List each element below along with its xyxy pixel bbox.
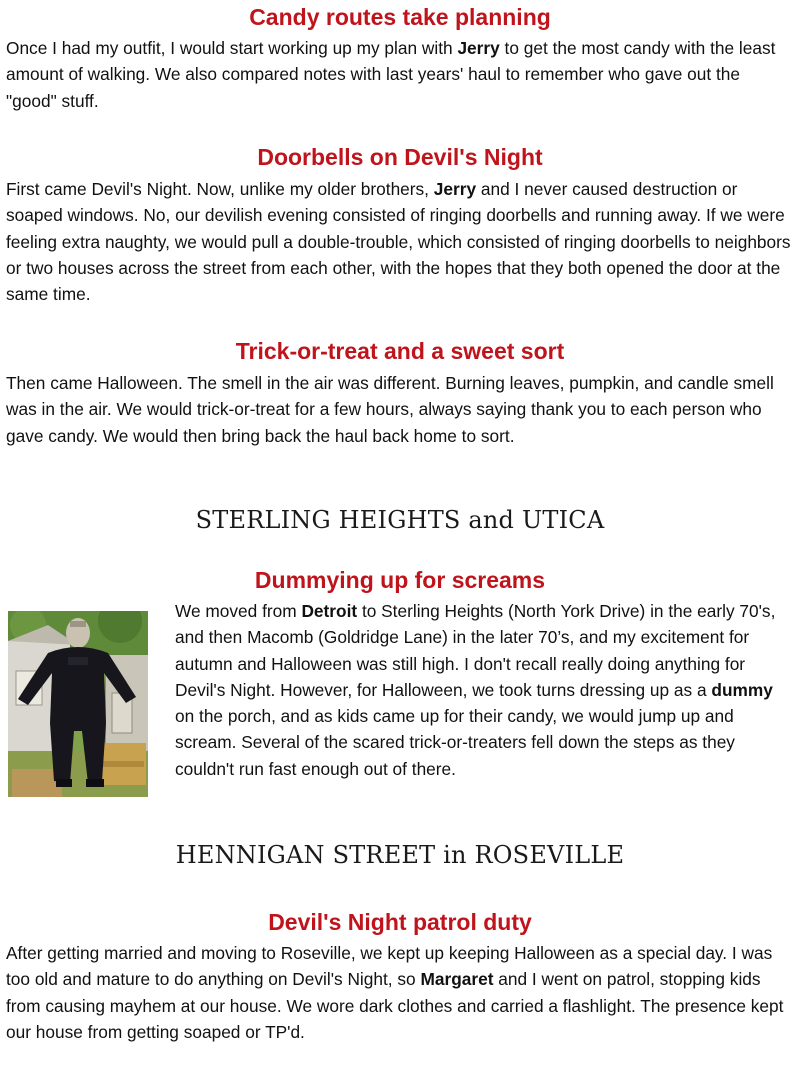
heading-patrol-duty: Devil's Night patrol duty bbox=[268, 909, 532, 935]
paragraph-patrol-duty: After getting married and moving to Roseville, we kept up keeping Halloween as a special day. I was too old and mature to do anything on Devil's Night, so Margaret and I went on patrol, stopping kids from causing mayhem at our house. We wore dark clothes and carried a flashlight. The presence kept our house from getting soaped or TP'd. bbox=[6, 943, 784, 1042]
paragraph-trick-or-treat: Then came Halloween. The smell in the air was different. Burning leaves, pumpkin, and candle smell was in the air. We would trick-or-treat for a few hours, always saying thank you to each person who gave candy. We would then bring back the haul back home to sort. bbox=[6, 373, 774, 446]
dummy-costume-photo-icon bbox=[8, 611, 148, 797]
chapter-hennigan-street: HENNIGAN STREET in ROSEVILLE bbox=[175, 841, 625, 869]
paragraph-candy-routes: Once I had my outfit, I would start working up my plan with Jerry to get the most candy with the least amount of walking. We also compared notes with last years' haul to remember who gave out the "good" stuff. bbox=[6, 38, 776, 111]
heading-dummying-up: Dummying up for screams bbox=[254, 567, 546, 593]
heading-doorbells: Doorbells on Devil's Night bbox=[257, 144, 543, 170]
bold-name: Detroit bbox=[301, 601, 358, 621]
dummy-costume-photo bbox=[8, 611, 148, 797]
bold-name: Margaret bbox=[420, 969, 494, 990]
heading-candy-routes: Candy routes take planning bbox=[249, 4, 551, 30]
chapter-sterling-heights: STERLING HEIGHTS and UTICA bbox=[195, 506, 605, 534]
heading-trick-or-treat: Trick-or-treat and a sweet sort bbox=[235, 338, 565, 364]
paragraph-dummying-up: We moved from Detroit to Sterling Heights (North York Drive) in the early 70's, and then Macomb (Goldridge Lane) in the later 70’s, and my excitement for autumn and Halloween was still high. I don't recall really doing anything for Devil's Night. However, for Halloween, we took turns dressing up as a dummy on the porch, and as kids came up for their candy, we would jump up and scream. Several of the scared trick-or-treaters fell down the steps as they couldn't run fast enough out of there. bbox=[175, 601, 776, 779]
bold-name: Jerry bbox=[433, 179, 477, 199]
paragraph-doorbells: First came Devil's Night. Now, unlike my older brothers, Jerry and I never caused destruction or soaped windows. No, our devilish evening consisted of ringing doorbells and running away. If we were feeling extra naughty, we would pull a double-trouble, which consisted of ringing doorbells to neighbors or two houses across the street from each other, with the hopes that they both opened the door at the same time. bbox=[6, 179, 791, 305]
bold-name: dummy bbox=[711, 679, 773, 700]
bold-name: Jerry bbox=[457, 38, 500, 58]
